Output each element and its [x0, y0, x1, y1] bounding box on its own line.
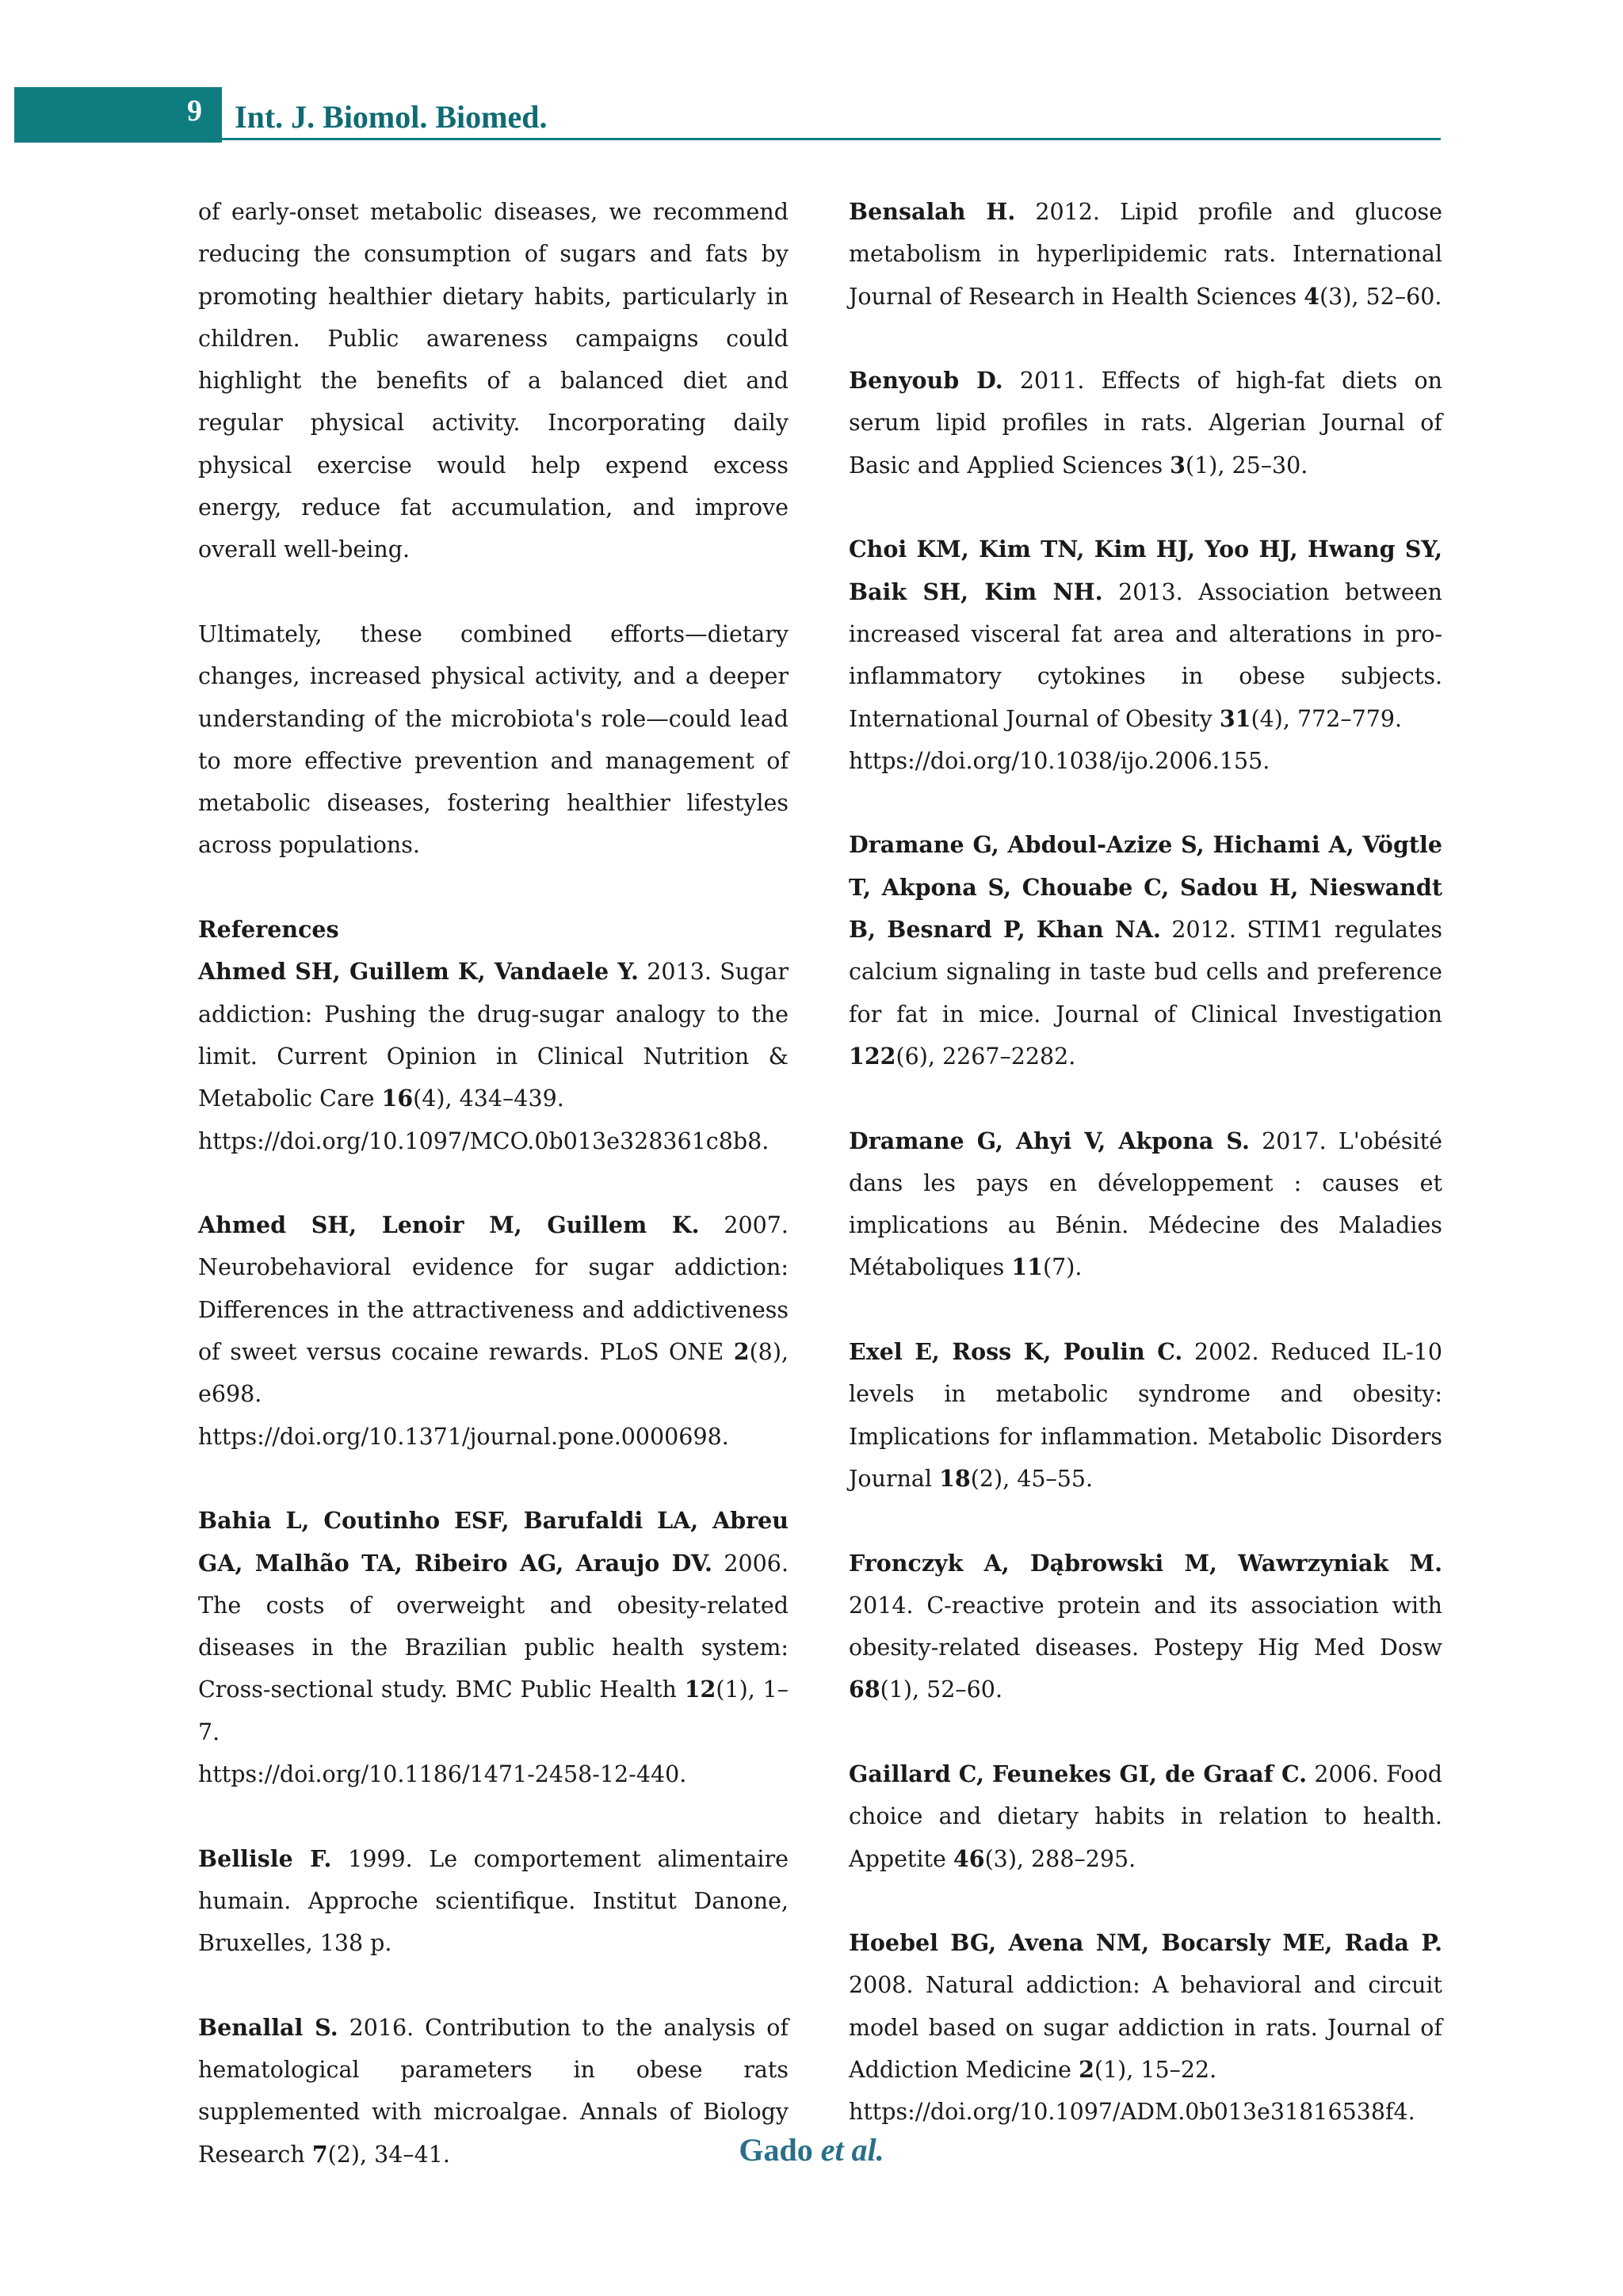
- reference-authors: Choi KM, Kim TN, Kim HJ, Yoo HJ, Hwang SY, Baik SH, Kim NH.: [849, 536, 1442, 605]
- journal-title: Int. J. Biomol. Biomed.: [235, 99, 548, 135]
- reference-authors: Fronczyk A, Dąbrowski M, Wawrzyniak M.: [849, 1549, 1442, 1577]
- reference-volume: 16: [381, 1085, 414, 1112]
- reference-pages: (3), 288–295.: [984, 1845, 1136, 1872]
- running-header: [14, 87, 1441, 143]
- reference-volume: 46: [953, 1844, 985, 1872]
- reference-text: 2012. Lipid profile and glucose metabolism in hyperlipidemic rats. International Journal of Research in Health Sciences: [849, 199, 1442, 310]
- reference-text: 2008. Natural addiction: A behavioral and circuit model based on sugar addiction in rats. Journal of Addiction Medicine: [849, 1972, 1442, 2084]
- reference-entry: [849, 1922, 1442, 2133]
- reference-pages: (7).: [1042, 1254, 1083, 1281]
- reference-pages: (8), e698.: [198, 1339, 789, 1408]
- reference-volume: 2: [733, 1338, 750, 1366]
- reference-entry: [198, 951, 789, 1161]
- reference-pages: (1), 52–60.: [880, 1676, 1003, 1703]
- reference-authors: Ahmed SH, Guillem K, Vandaele Y.: [198, 958, 639, 986]
- reference-volume: 31: [1219, 704, 1251, 732]
- reference-text: 2012. STIM1 regulates calcium signaling in taste bud cells and preference for fat in mice. Journal of Clinical Investigation: [849, 917, 1442, 1028]
- references-heading: References: [198, 916, 339, 944]
- body-paragraph: of early-onset metabolic diseases, we recommend reducing the consumption of sugars and fats by promoting healthier dietary habits, particularly in children. Public awareness campaigns could highlight the benefits of a balanced diet and regular physical activity. Incorporating daily physical exercise would help expend excess energy, reduce fat accumulation, and improve overall well-being.: [198, 199, 789, 563]
- reference-text: 2007. Neurobehavioral evidence for sugar addiction: Differences in the attractiveness and addictiveness of sweet versus cocaine rewards. PLoS ONE: [198, 1212, 789, 1366]
- reference-authors: Bellisle F.: [198, 1844, 332, 1872]
- reference-volume: 68: [849, 1676, 880, 1703]
- right-column: [849, 191, 1442, 2176]
- reference-entry: [198, 1838, 789, 1965]
- reference-authors: Hoebel BG, Avena NM, Bocarsly ME, Rada P.: [849, 1929, 1442, 1957]
- reference-volume: 18: [939, 1464, 971, 1492]
- header-rule: [222, 138, 1441, 140]
- reference-volume: 122: [849, 1042, 896, 1070]
- reference-entry: [198, 1204, 789, 1458]
- reference-volume: 7: [311, 2140, 328, 2168]
- reference-entry: [849, 360, 1442, 486]
- reference-text: 2011. Effects of high-fat diets on serum lipid profiles in rats. Algerian Journal of Basic and Applied Sciences: [849, 368, 1442, 479]
- reference-volume: 2: [1079, 2056, 1094, 2084]
- reference-text: 2016. Contribution to the analysis of hematological parameters in obese rats supplemented with microalgae. Annals of Biology Research: [198, 2014, 789, 2168]
- reference-authors: Benyoub D.: [849, 367, 1003, 395]
- reference-doi-link[interactable]: https://doi.org/10.1097/ADM.0b013e31816538f4.: [849, 2099, 1415, 2126]
- reference-volume: 11: [1011, 1253, 1043, 1281]
- reference-authors: Dramane G, Ahyi V, Akpona S.: [849, 1127, 1250, 1154]
- body-paragraph: Ultimately, these combined efforts—dietary changes, increased physical activity, and a deeper understanding of the microbiota's role—could lead to more effective prevention and management of metabolic diseases, fostering healthier lifestyles across populations.: [198, 620, 789, 859]
- reference-pages: (4), 434–439.: [413, 1085, 564, 1112]
- reference-doi-link[interactable]: https://doi.org/10.1097/MCO.0b013e328361c8b8.: [198, 1127, 769, 1154]
- reference-pages: (3), 52–60.: [1319, 283, 1442, 310]
- reference-pages: (1), 1–7.: [198, 1676, 789, 1745]
- reference-text: 2006. The costs of overweight and obesity-related diseases in the Brazilian public health system: Cross-sectional study. BMC Public Health: [198, 1550, 789, 1703]
- reference-volume: 3: [1170, 451, 1186, 479]
- reference-pages: (2), 45–55.: [970, 1465, 1094, 1492]
- reference-entry: [849, 1753, 1442, 1880]
- reference-authors: Dramane G, Abdoul-Azize S, Hichami A, Vögtle T, Akpona S, Chouabe C, Sadou H, Nieswandt B, Besnard P, Khan NA.: [849, 831, 1442, 944]
- reference-text: 2017. L'obésité dans les pays en développement : causes et implications au Bénin. Médecine des Maladies Métaboliques: [849, 1127, 1442, 1281]
- reference-authors: Bensalah H.: [849, 198, 1016, 225]
- reference-entry: [849, 1120, 1442, 1289]
- reference-pages: (4), 772–779.: [1251, 705, 1403, 732]
- reference-text: 2013. Association between increased visceral fat area and alterations in pro-inflammatory cytokines in obese subjects. International Journal of Obesity: [849, 578, 1442, 732]
- reference-authors: Ahmed SH, Lenoir M, Guillem K.: [198, 1211, 700, 1239]
- reference-doi-link[interactable]: https://doi.org/10.1371/journal.pone.0000698.: [198, 1423, 729, 1450]
- reference-authors: Benallal S.: [198, 2013, 338, 2041]
- reference-text: 2013. Sugar addiction: Pushing the drug-sugar analogy to the limit. Current Opinion in Clinical Nutrition & Metabolic Care: [198, 959, 789, 1112]
- reference-text: 1999. Le comportement alimentaire humain. Approche scientifique. Institut Danone, Bruxelles, 138 p.: [198, 1845, 789, 1957]
- reference-text: 2002. Reduced IL-10 levels in metabolic syndrome and obesity: Implications for inflammation. Metabolic Disorders Journal: [849, 1339, 1442, 1492]
- reference-entry: [849, 191, 1442, 318]
- reference-volume: 4: [1304, 282, 1320, 310]
- reference-doi-link[interactable]: https://doi.org/10.1186/1471-2458-12-440.: [198, 1760, 687, 1787]
- reference-authors: Exel E, Ross K, Poulin C.: [849, 1338, 1183, 1366]
- left-column: [198, 191, 789, 2218]
- reference-pages: (1), 15–22.: [1094, 2057, 1217, 2084]
- reference-authors: Bahia L, Coutinho ESF, Barufaldi LA, Abreu GA, Malhão TA, Ribeiro AG, Araujo DV.: [198, 1507, 789, 1577]
- reference-pages: (1), 25–30.: [1186, 452, 1308, 479]
- reference-entry: [849, 824, 1442, 1077]
- reference-text: 2014. C-reactive protein and its association with obesity-related diseases. Postepy Hig Med Dosw: [849, 1592, 1442, 1661]
- reference-authors: Gaillard C, Feunekes GI, de Graaf C.: [849, 1760, 1308, 1787]
- footer-author: Gado: [739, 2132, 813, 2168]
- reference-text: 2006. Food choice and dietary habits in relation to health. Appetite: [849, 1760, 1442, 1872]
- footer-etal: et al.: [820, 2132, 884, 2168]
- reference-volume: 12: [684, 1676, 716, 1703]
- reference-entry: [849, 528, 1442, 782]
- reference-doi-link[interactable]: https://doi.org/10.1038/ijo.2006.155.: [849, 747, 1270, 774]
- reference-pages: (2), 34–41.: [327, 2141, 450, 2168]
- running-footer: [0, 2131, 1623, 2168]
- reference-entry: [849, 1543, 1442, 1711]
- page-number: 9: [187, 94, 202, 128]
- reference-pages: (6), 2267–2282.: [896, 1043, 1076, 1070]
- reference-entry: [198, 1500, 789, 1795]
- reference-entry: [849, 1331, 1442, 1500]
